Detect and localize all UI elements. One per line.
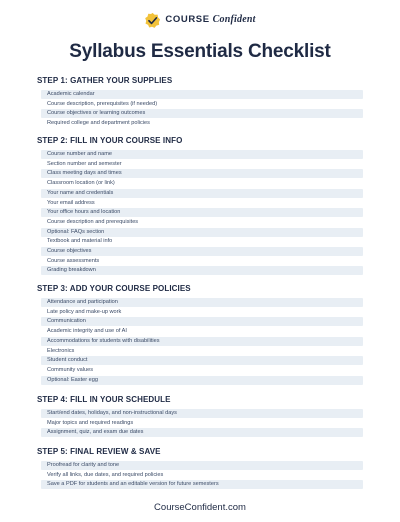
checklist-item: Attendance and participation xyxy=(41,298,363,307)
checklist-item: Course assessments xyxy=(41,257,363,266)
checklist-item: Student conduct xyxy=(41,356,363,365)
checklist-item: Your office hours and location xyxy=(41,208,363,217)
footer-website: CourseConfident.com xyxy=(154,502,246,513)
section-heading-step-4: STEP 4: FILL IN YOUR SCHEDULE xyxy=(37,395,171,404)
checklist-item: Course description and prerequisites xyxy=(41,218,363,227)
brand-logo xyxy=(0,10,400,30)
checklist-item: Electronics xyxy=(41,347,363,356)
checklist-item: Proofread for clarity and tone xyxy=(41,461,363,470)
checklist-item: Major topics and required readings xyxy=(41,419,363,428)
checklist-item: Assignment, quiz, and exam due dates xyxy=(41,428,363,437)
checklist-item: Your name and credentials xyxy=(41,189,363,198)
checklist-item: Section number and semester xyxy=(41,160,363,169)
checklist-item: Verify all links, due dates, and required policies xyxy=(41,471,363,480)
section-heading-step-5: STEP 5: FINAL REVIEW & SAVE xyxy=(37,447,161,456)
check-badge-icon xyxy=(144,12,161,29)
checklist-item: Late policy and make-up work xyxy=(41,308,363,317)
section-heading-step-1: STEP 1: GATHER YOUR SUPPLIES xyxy=(37,76,173,85)
checklist-item: Grading breakdown xyxy=(41,266,363,275)
section-heading-step-3: STEP 3: ADD YOUR COURSE POLICIES xyxy=(37,284,191,293)
checklist-item: Start/end dates, holidays, and non-instructional days xyxy=(41,409,363,418)
checklist-item: Course objectives xyxy=(41,247,363,256)
brand-word-confident: Confident xyxy=(212,14,256,25)
checklist-item: Course number and name xyxy=(41,150,363,159)
checklist-item: Communication xyxy=(41,317,363,326)
checklist-item: Accommodations for students with disabilities xyxy=(41,337,363,346)
checklist-item: Your email address xyxy=(41,199,363,208)
page-title: Syllabus Essentials Checklist xyxy=(69,41,331,62)
brand-word-course: COURSE xyxy=(165,14,210,25)
checklist-item: Academic integrity and use of AI xyxy=(41,327,363,336)
checklist-item: Academic calendar xyxy=(41,90,363,99)
checklist-item: Textbook and material info xyxy=(41,237,363,246)
checklist-item: Community values xyxy=(41,366,363,375)
checklist-item: Optional: Easter egg xyxy=(41,376,363,385)
checklist-item: Save a PDF for students and an editable version for future semesters xyxy=(41,480,363,489)
checklist-item: Optional: FAQs section xyxy=(41,228,363,237)
checklist-item: Course description, prerequisites (if needed) xyxy=(41,100,363,109)
checklist-item: Required college and department policies xyxy=(41,119,363,128)
checklist-item: Classroom location (or link) xyxy=(41,179,363,188)
section-heading-step-2: STEP 2: FILL IN YOUR COURSE INFO xyxy=(37,136,183,145)
checklist-item: Class meeting days and times xyxy=(41,169,363,178)
checklist-item: Course objectives or learning outcomes xyxy=(41,109,363,118)
